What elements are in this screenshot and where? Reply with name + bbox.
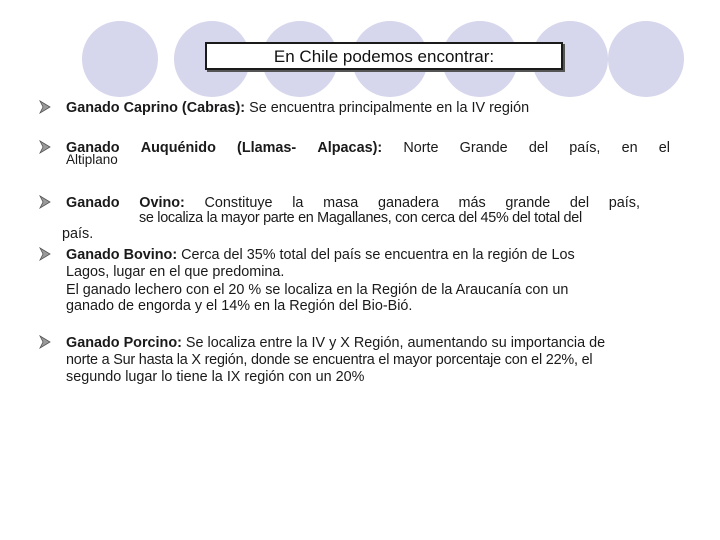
page-title: En Chile podemos encontrar: <box>273 47 495 66</box>
ovino-word: grande <box>505 195 551 211</box>
auquenido-word: el <box>658 140 670 156</box>
ovino-word: país, <box>608 195 640 211</box>
auquenido-word: del <box>528 140 549 156</box>
bovino-label: Ganado Bovino: <box>66 247 178 263</box>
porcino-line-3: segundo lugar lo tiene la IX región con un 20% <box>66 369 365 385</box>
porcino-line-1 <box>66 335 605 351</box>
auquenido-word: Auquénido <box>140 140 216 156</box>
ovino-line-3: país. <box>62 226 94 242</box>
auquenido-word: Grande <box>459 140 508 156</box>
decorative-circle-7 <box>608 21 684 97</box>
caprino-text: Se encuentra principalmente en la IV región <box>245 100 530 116</box>
auquenido-word: (Llamas- <box>237 140 297 156</box>
porcino-line-2: norte a Sur hasta la X región, donde se encuentra el mayor porcentaje con el 22%, el <box>66 352 593 368</box>
bovino-line-3: El ganado lechero con el 20 % se localiza en la Región de la Araucanía con un <box>66 282 569 298</box>
auquenido-line-1 <box>66 140 670 156</box>
arrow-bullet-icon <box>38 247 52 261</box>
decorative-circle-1 <box>82 21 158 97</box>
bovino-text: Cerca del 35% total del país se encuentra en la región de Los <box>177 247 575 263</box>
porcino-label: Ganado Porcino: <box>66 335 182 351</box>
ovino-line-1 <box>66 195 640 211</box>
ovino-word: la <box>292 195 304 211</box>
arrow-bullet-icon <box>38 100 52 114</box>
title-box <box>205 42 563 70</box>
auquenido-word: Alpacas): <box>317 140 383 156</box>
ovino-word: Ganado <box>66 195 120 211</box>
auquenido-word: país, <box>569 140 601 156</box>
ovino-word: más <box>458 195 486 211</box>
porcino-text: Se localiza entre la IV y X Región, aumentando su importancia de <box>181 335 606 351</box>
ovino-line-2: se localiza la mayor parte en Magallanes, con cerca del 45% del total del <box>139 210 582 226</box>
caprino-line <box>66 100 529 116</box>
auquenido-word: en <box>621 140 638 156</box>
auquenido-word: Norte <box>403 140 439 156</box>
ovino-word: Constituye <box>204 195 273 211</box>
ovino-word: Ovino: <box>139 195 185 211</box>
ovino-word: del <box>569 195 590 211</box>
bovino-line-2: Lagos, lugar en el que predomina. <box>66 264 285 280</box>
ovino-word: masa <box>323 195 359 211</box>
bovino-line-4: ganado de engorda y el 14% en la Región del Bio-Bió. <box>66 298 413 314</box>
arrow-bullet-icon <box>38 335 52 349</box>
bovino-line-1 <box>66 247 575 263</box>
ovino-word: ganadera <box>378 195 439 211</box>
auquenido-word: Ganado <box>66 140 120 156</box>
auquenido-line-2: Altiplano <box>66 152 118 167</box>
caprino-label: Ganado Caprino (Cabras): <box>66 100 246 116</box>
arrow-bullet-icon <box>38 195 52 209</box>
arrow-bullet-icon <box>38 140 52 154</box>
